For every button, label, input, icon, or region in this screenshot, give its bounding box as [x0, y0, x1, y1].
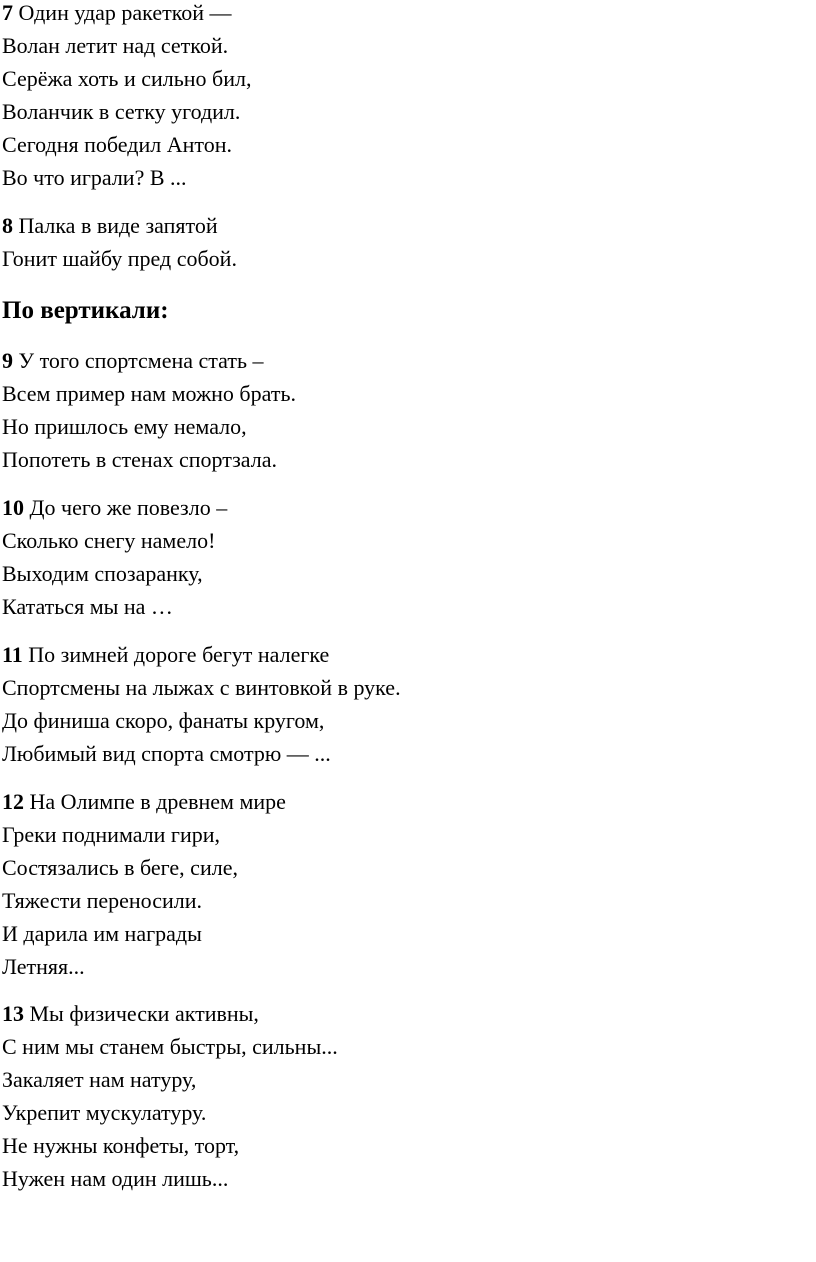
riddle-10-line-4: Кататься мы на … — [2, 594, 173, 619]
riddle-7-line-4: Воланчик в сетку угодил. — [2, 99, 241, 124]
riddle-11-line-1 — [2, 642, 329, 668]
riddle-13-line-5: Не нужны конфеты, торт, — [2, 1133, 240, 1158]
riddle-10-line-2: Сколько снегу намело! — [2, 528, 216, 553]
riddle-11-line-3: До финиша скоро, фанаты кругом, — [2, 708, 325, 733]
riddle-number: 7 — [2, 0, 13, 25]
riddle-text: До чего же повезло – — [29, 495, 228, 520]
riddle-text: Палка в виде запятой — [18, 213, 218, 238]
riddle-text: На Олимпе в древнем мире — [29, 789, 286, 814]
riddle-10-line-1 — [2, 495, 227, 521]
riddle-number: 8 — [2, 213, 13, 238]
riddle-text: По зимней дороге бегут налегке — [28, 642, 330, 667]
riddle-12-line-2: Греки поднимали гири, — [2, 822, 220, 847]
riddle-text: У того спортсмена стать – — [18, 348, 264, 373]
riddle-8-line-2: Гонит шайбу пред собой. — [2, 246, 237, 271]
riddle-number: 11 — [2, 642, 23, 667]
riddle-number: 10 — [2, 495, 24, 520]
riddle-7-line-6: Во что играли? В ... — [2, 165, 187, 190]
riddle-9-line-2: Всем пример нам можно брать. — [2, 381, 296, 406]
riddle-12-line-3: Состязались в беге, силе, — [2, 855, 238, 880]
riddle-9-line-3: Но пришлось ему немало, — [2, 414, 247, 439]
riddle-7-line-1 — [2, 0, 232, 26]
riddle-13-line-6: Нужен нам один лишь... — [2, 1166, 229, 1191]
riddle-11-line-4: Любимый вид спорта смотрю — ... — [2, 741, 331, 766]
riddle-10-line-3: Выходим спозаранку, — [2, 561, 203, 586]
riddle-13-line-1 — [2, 1001, 259, 1027]
riddle-number: 12 — [2, 789, 24, 814]
riddle-7-line-5: Сегодня победил Антон. — [2, 132, 232, 157]
riddle-9-line-1 — [2, 348, 264, 374]
riddle-number: 13 — [2, 1001, 24, 1026]
riddle-number: 9 — [2, 348, 13, 373]
riddle-12-line-5: И дарила им награды — [2, 921, 202, 946]
riddle-11-line-2: Спортсмены на лыжах с винтовкой в руке. — [2, 675, 401, 700]
section-heading-vertical: По вертикали: — [2, 297, 169, 324]
riddle-13-line-3: Закаляет нам натуру, — [2, 1067, 197, 1092]
riddle-text: Мы физически активны, — [29, 1001, 259, 1026]
riddle-12-line-1 — [2, 789, 286, 815]
riddle-8-line-1 — [2, 213, 218, 239]
riddle-7-line-2: Волан летит над сеткой. — [2, 33, 229, 58]
riddle-12-line-6: Летняя... — [2, 954, 85, 979]
riddle-9-line-4: Попотеть в стенах спортзала. — [2, 447, 277, 472]
riddle-13-line-4: Укрепит мускулатуру. — [2, 1100, 207, 1125]
riddle-12-line-4: Тяжести переносили. — [2, 888, 203, 913]
riddle-13-line-2: С ним мы станем быстры, сильны... — [2, 1034, 338, 1059]
riddle-text: Один удар ракеткой — — [18, 0, 232, 25]
riddle-7-line-3: Серёжа хоть и сильно бил, — [2, 66, 252, 91]
